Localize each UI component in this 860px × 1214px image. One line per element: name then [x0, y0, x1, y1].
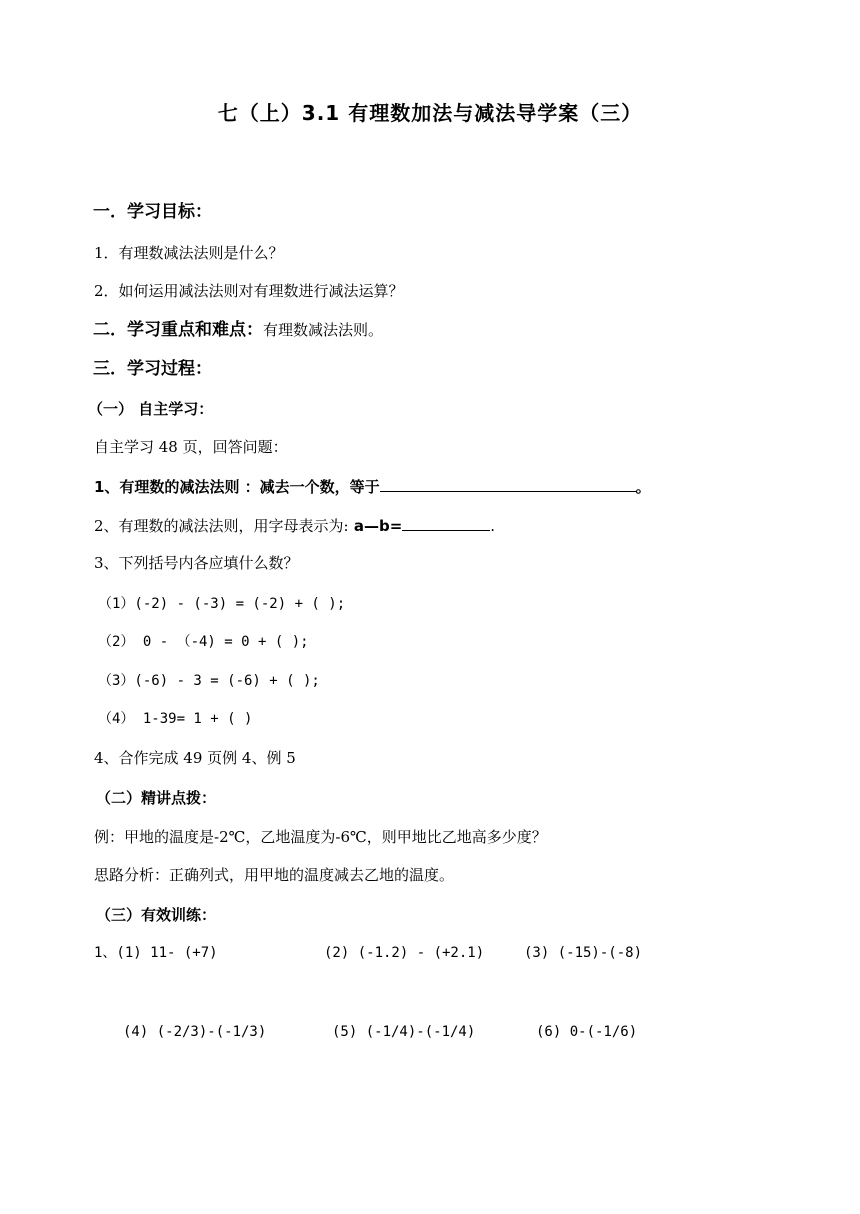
part-1-heading: （一） 自主学习： [88, 400, 214, 418]
part-2-example: 例：甲地的温度是-2℃，乙地温度为-6℃，则甲地比乙地高多少度？ [94, 828, 547, 846]
question-3: 3、下列括号内各应填什么数？ [94, 554, 299, 572]
exercise-4: (4) (-2/3)-(-1/3) [123, 1024, 267, 1040]
part-2-heading: （二）精讲点拨： [96, 789, 217, 807]
exercise-2: (2) (-1.2) - (+2.1) [324, 945, 485, 961]
question-1-end: 。 [635, 478, 651, 496]
question-3-item-4: （4） 1-39= 1 + ( ) [98, 711, 253, 727]
document-title: 七（上）3.1 有理数加法与减法导学案（三） [217, 101, 643, 125]
section-1-heading: 一．学习目标： [93, 202, 212, 222]
question-2-end: . [490, 517, 496, 535]
exercise-5: (5) (-1/4)-(-1/4) [332, 1024, 476, 1040]
objective-item-2: 2．如何运用减法法则对有理数进行减法运算？ [94, 282, 404, 300]
question-3-item-2: （2） 0 - （-4) = 0 + ( ); [98, 634, 309, 650]
question-2-formula: a—b= [348, 517, 403, 535]
question-1-blank[interactable] [380, 476, 636, 492]
question-1-text: 1、有理数的减法法则 ：减去一个数，等于 [94, 478, 380, 496]
objective-item-1: 1．有理数减法法则是什么？ [94, 244, 284, 262]
section-2-text: 有理数减法法则。 [263, 321, 384, 339]
question-3-item-3: （3）(-6) - 3 = (-6) + ( ); [98, 673, 320, 689]
exercise-3: (3) (-15)-(-8) [524, 945, 643, 961]
part-3-heading: （三）有效训练： [96, 906, 217, 924]
question-1 [94, 476, 651, 497]
question-2 [94, 515, 495, 536]
part-1-intro: 自主学习 48 页，回答问题： [94, 438, 288, 456]
question-2-blank[interactable] [402, 515, 490, 531]
exercise-6: (6) 0-(-1/6) [536, 1024, 638, 1040]
section-2-heading: 二．学习重点和难点： [93, 320, 263, 340]
question-3-item-1: （1）(-2) - (-3) = (-2) + ( ); [98, 596, 346, 612]
section-2-line [93, 320, 383, 340]
section-3-heading: 三．学习过程： [93, 359, 212, 379]
question-4: 4、合作完成 49 页例 4、例 5 [94, 749, 296, 767]
part-2-analysis: 思路分析：正确列式，用甲地的温度减去乙地的温度。 [94, 866, 455, 884]
question-2-text: 2、有理数的减法法则，用字母表示为: [94, 517, 349, 535]
exercise-1: 1、(1) 11- (+7) [94, 945, 218, 961]
